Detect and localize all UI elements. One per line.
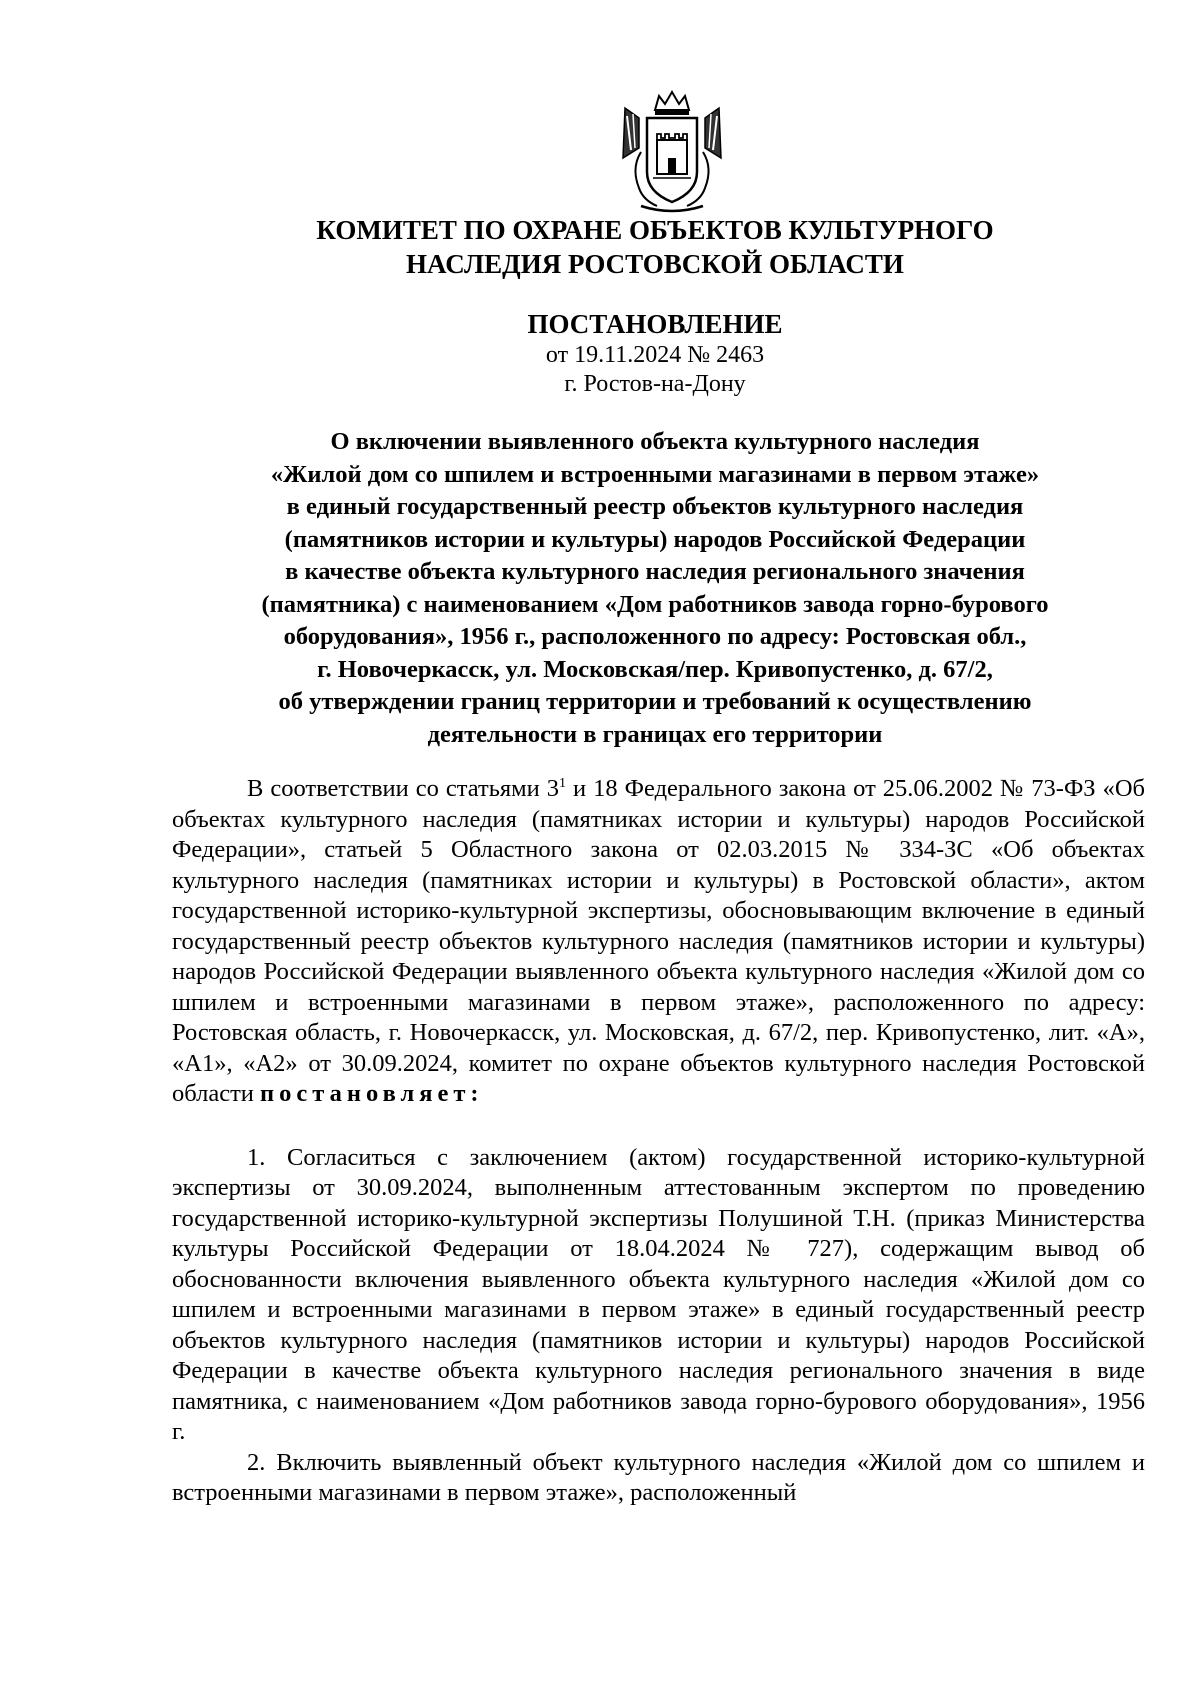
subject-line: О включении выявленного объекта культурного наследия bbox=[330, 428, 980, 455]
coat-of-arms-emblem bbox=[617, 88, 727, 216]
document-city: г. Ростов-на-Дону bbox=[564, 371, 746, 397]
subject-line: оборудования», 1956 г., расположенного по адресу: Ростовская обл., bbox=[283, 623, 1027, 650]
preamble-text-start: В соответствии со статьями 3 bbox=[247, 775, 560, 802]
paragraph-gap bbox=[172, 1110, 1145, 1143]
document-subject bbox=[170, 426, 1140, 751]
document-body bbox=[172, 774, 1145, 1509]
document-type: ПОСТАНОВЛЕНИЕ bbox=[527, 309, 783, 339]
subject-line: «Жилой дом со шпилем и встроенными магазинами в первом этаже» bbox=[270, 460, 1040, 488]
document-date-number: от 19.11.2024 № 2463 bbox=[545, 342, 765, 368]
subject-line: (памятника) с наименованием «Дом работников завода горно-бурового bbox=[261, 590, 1049, 618]
article-superscript: 1 bbox=[559, 775, 567, 791]
committee-name-line-2: НАСЛЕДИЯ РОСТОВСКОЙ ОБЛАСТИ bbox=[406, 249, 904, 279]
preamble-paragraph bbox=[172, 774, 1145, 1110]
item-2-paragraph: 2. Включить выявленный объект культурного наследия «Жилой дом со шпилем и встроенными магазинами в первом этаже», расположенный bbox=[172, 1448, 1145, 1506]
subject-line: г. Новочеркасск, ул. Московская/пер. Кривопустенко, д. 67/2, bbox=[317, 655, 993, 683]
subject-line: деятельности в границах его территории bbox=[427, 720, 883, 748]
subject-line: в качестве объекта культурного наследия регионального значения bbox=[285, 558, 1025, 585]
committee-name bbox=[170, 213, 1140, 281]
item-1-paragraph: 1. Согласиться с заключением (актом) государственной историко-культурной экспертизы от 30.09.2024, выполненным аттестованным экспертом по проведению государственной историко-культурной экспертизы Полушиной Т.Н. (приказ Министерства культуры Российской Федерации от 18.04.2024 № 727), содержащим вывод об обоснованности включения выявленного объекта культурного наследия «Жилой дом со шпилем и встроенными магазинами в первом этаже» в единый государственный реестр объектов культурного наследия (памятников истории и культуры) народов Российской Федерации в качестве объекта культурного наследия регионального значения в виде памятника, с наименованием «Дом работников завода горно-бурового оборудования», 1956 г. bbox=[172, 1143, 1145, 1445]
preamble-text-main: и 18 Федерального закона от 25.06.2002 № 73-ФЗ «Об объектах культурного наследия (памятниках истории и культуры) народов Российской Федерации», статьей 5 Областного закона от 02.03.2015 № 334-ЗС «Об объектах культурного наследия (памятниках истории и культуры) в Ростовской области», актом государственной историко-культурной экспертизы, обосновывающим включение в единый государственный реестр объектов культурного наследия (памятников истории и культуры) народов Российской Федерации выявленного объекта культурного наследия «Жилой дом со шпилем и встроенными магазинами в первом этаже», расположенного по адресу: Ростовская область, г. Новочеркасск, ул. Московская, д. 67/2, пер. Кривопустенко, лит. «А», «А1», «А2» от 30.09.2024, комитет по охране объектов культурного наследия Ростовской области bbox=[172, 775, 1145, 1107]
decree-word: постановляет: bbox=[260, 1080, 484, 1107]
subject-line: об утверждении границ территории и требований к осуществлению bbox=[278, 688, 1032, 715]
subject-line: в единый государственный реестр объектов культурного наследия bbox=[286, 493, 1024, 520]
subject-line: (памятников истории и культуры) народов Российской Федерации bbox=[284, 525, 1026, 553]
document-meta bbox=[170, 341, 1140, 399]
committee-name-line-1: КОМИТЕТ ПО ОХРАНЕ ОБЪЕКТОВ КУЛЬТУРНОГО bbox=[316, 215, 994, 245]
